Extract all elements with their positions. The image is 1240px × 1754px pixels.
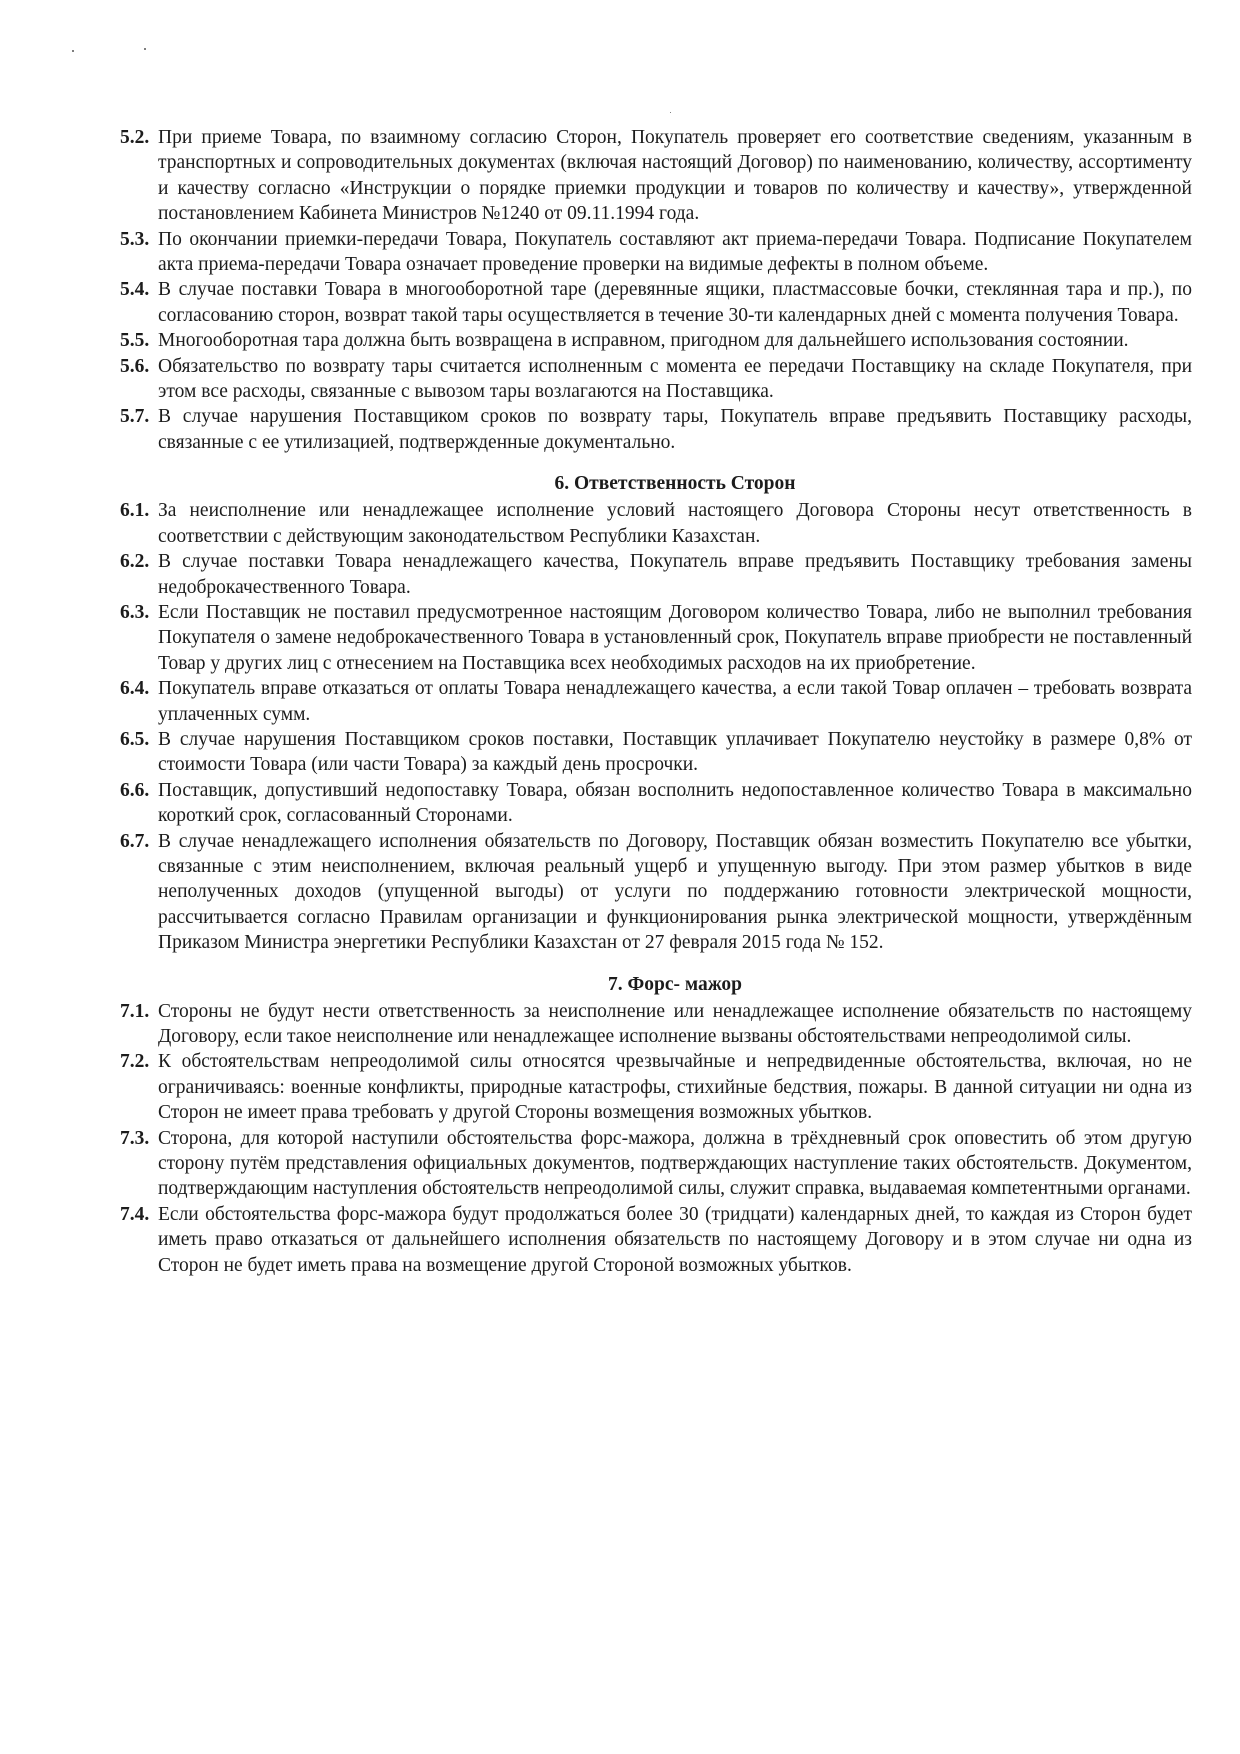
clause-number: 6.3. bbox=[120, 601, 150, 623]
clause-text: Покупатель вправе отказаться от оплаты Товара ненадлежащего качества, а если такой Товар оплачен – требовать возврата уплаченных сумм. bbox=[158, 678, 1192, 725]
clause-number: 6.2. bbox=[120, 551, 150, 573]
clause bbox=[120, 498, 1192, 549]
clause-number: 5.3. bbox=[120, 228, 150, 250]
clause-number: 6.6. bbox=[120, 779, 150, 801]
clause-text: В случае нарушения Поставщиком сроков по возврату тары, Покупатель вправе предъявить Поставщику расходы, связанные с ее утилизацией, подтвержденные документально. bbox=[158, 406, 1192, 453]
scan-speck bbox=[670, 112, 671, 113]
clause-text: Обязательство по возврату тары считается исполненным с момента ее передачи Поставщику на складе Покупателя, при этом все расходы, связанные с вывозом тары возлагаются на Поставщика. bbox=[158, 355, 1192, 403]
clause-text: В случае поставки Товара в многооборотной таре (деревянные ящики, пластмассовые бочки, стеклянная тара и пр.), по согласованию сторон, возврат такой тары осуществляется в течение 30-ти календарных дней с момента получения Товара. bbox=[158, 279, 1192, 326]
clause-number: 6.7. bbox=[120, 830, 150, 852]
clause-number: 6.5. bbox=[120, 728, 150, 750]
clause bbox=[120, 1202, 1192, 1278]
clause-text: Многооборотная тара должна быть возвращена в исправном, пригодном для дальнейшего использования состоянии. bbox=[158, 330, 1129, 352]
clause-text: По окончании приемки-передачи Товара, Покупатель составляют акт приема-передачи Товара. Подписание Покупателем акта приема-передачи Товара означает проведение проверки на видимые дефекты в полном объеме. bbox=[158, 228, 1192, 276]
clause-text: В случае нарушения Поставщиком сроков поставки, Поставщик уплачивает Покупателю неустойку в размере 0,8% от стоимости Товара (или части Товара) за каждый день просрочки. bbox=[158, 728, 1192, 776]
clause-text: К обстоятельствам непреодолимой силы относятся чрезвычайные и непредвиденные обстоятельства, включая, но не ограничиваясь: военные конфликты, природные катастрофы, стихийные бедствия, пожары. В данной ситуации ни одна из Сторон не имеет права требовать у другой Стороны возмещения возможных убытков. bbox=[158, 1051, 1192, 1124]
clause-number: 7.3. bbox=[120, 1127, 150, 1149]
clause bbox=[120, 1049, 1192, 1125]
clause bbox=[120, 676, 1192, 727]
clause-number: 5.7. bbox=[120, 406, 150, 428]
clause-number: 7.4. bbox=[120, 1203, 150, 1225]
clause-number: 6.1. bbox=[120, 500, 150, 522]
clause bbox=[120, 277, 1192, 328]
scan-speck bbox=[72, 50, 74, 52]
clause bbox=[120, 999, 1192, 1050]
clause bbox=[120, 727, 1192, 778]
clause bbox=[120, 125, 1192, 227]
clause bbox=[120, 227, 1192, 278]
clause bbox=[120, 354, 1192, 405]
document-body bbox=[120, 125, 1192, 1278]
clause bbox=[120, 600, 1192, 676]
section-7 bbox=[120, 972, 1192, 1278]
clause-text: В случае поставки Товара ненадлежащего качества, Покупатель вправе предъявить Поставщику требования замены недоброкачественного Товара. bbox=[158, 551, 1192, 598]
clause bbox=[120, 549, 1192, 600]
clause-text: Сторона, для которой наступили обстоятельства форс-мажора, должна в трёхдневный срок оповестить об этом другую сторону путём представления официальных документов, подтверждающих наступление таких обстоятельств. Документом, подтверждающим наступления обстоятельств непреодолимой силы, служит справка, выдаваемая компетентными органами. bbox=[158, 1127, 1192, 1200]
clause-number: 5.4. bbox=[120, 279, 150, 301]
clause-text: За неисполнение или ненадлежащее исполнение условий настоящего Договора Стороны несут ответственность в соответствии с действующим законодательством Республики Казахстан. bbox=[158, 500, 1192, 547]
clause-text: Если обстоятельства форс-мажора будут продолжаться более 30 (тридцати) календарных дней, то каждая из Сторон будет иметь право отказаться от дальнейшего исполнения обязательств по настоящему Договору и в этом случае ни одна из Сторон не будет иметь права на возмещение другой Стороной возможных убытков. bbox=[158, 1203, 1192, 1276]
section-heading: 6. Ответственность Сторон bbox=[554, 473, 796, 495]
clause bbox=[120, 404, 1192, 455]
clause-number: 6.4. bbox=[120, 678, 150, 700]
clause-text: В случае ненадлежащего исполнения обязательств по Договору, Поставщик обязан возместить Покупателю все убытки, связанные с этим неисполнением, включая реальный ущерб и упущенную выгоду. При этом размер убытков в виде неполученных доходов (упущенной выгоды) от услуги по поддержанию готовности электрической мощности, рассчитывается согласно Правилам организации и функционирования рынка электрической мощности, утверждённым Приказом Министра энергетики Республики Казахстан от 27 февраля 2015 года № 152. bbox=[158, 830, 1192, 954]
clause-number: 5.2. bbox=[120, 127, 150, 148]
section-5 bbox=[120, 125, 1192, 455]
clause-text: При приеме Товара, по взаимному согласию Сторон, Покупатель проверяет его соответствие сведениям, указанным в транспортных и сопроводительных документах (включая настоящий Договор) по наименованию, количеству, ассортименту и качеству согласно «Инструкции о порядке приемки продукции и товаров по количеству и качеству», утвержденной постановлением Кабинета Министров №1240 от 09.11.1994 года. bbox=[158, 127, 1192, 225]
clause bbox=[120, 1126, 1192, 1202]
clause-number: 5.6. bbox=[120, 355, 150, 377]
clause-text: Поставщик, допустивший недопоставку Товара, обязан восполнить недопоставленное количество Товара в максимально короткий срок, согласованный Сторонами. bbox=[158, 779, 1192, 827]
clause-text: Стороны не будут нести ответственность за неисполнение или ненадлежащее исполнение обязательств по настоящему Договору, если такое неисполнение или ненадлежащее исполнение вызваны обстоятельствами непреодолимой силы. bbox=[158, 1000, 1192, 1047]
clause bbox=[120, 328, 1192, 353]
clause-number: 5.5. bbox=[120, 330, 150, 352]
clause bbox=[120, 829, 1192, 956]
clause-text: Если Поставщик не поставил предусмотренное настоящим Договором количество Товара, либо не выполнил требования Покупателя о замене недоброкачественного Товара в установленный срок, Покупатель вправе приобрести не поставленный Товар у других лиц с отнесением на Поставщика всех необходимых расходов на их приобретение. bbox=[158, 601, 1192, 674]
scan-speck bbox=[144, 48, 146, 50]
clause-number: 7.2. bbox=[120, 1051, 150, 1073]
clause-number: 7.1. bbox=[120, 1000, 150, 1022]
clause bbox=[120, 778, 1192, 829]
section-heading: 7. Форс- мажор bbox=[607, 973, 742, 995]
section-6 bbox=[120, 471, 1192, 955]
